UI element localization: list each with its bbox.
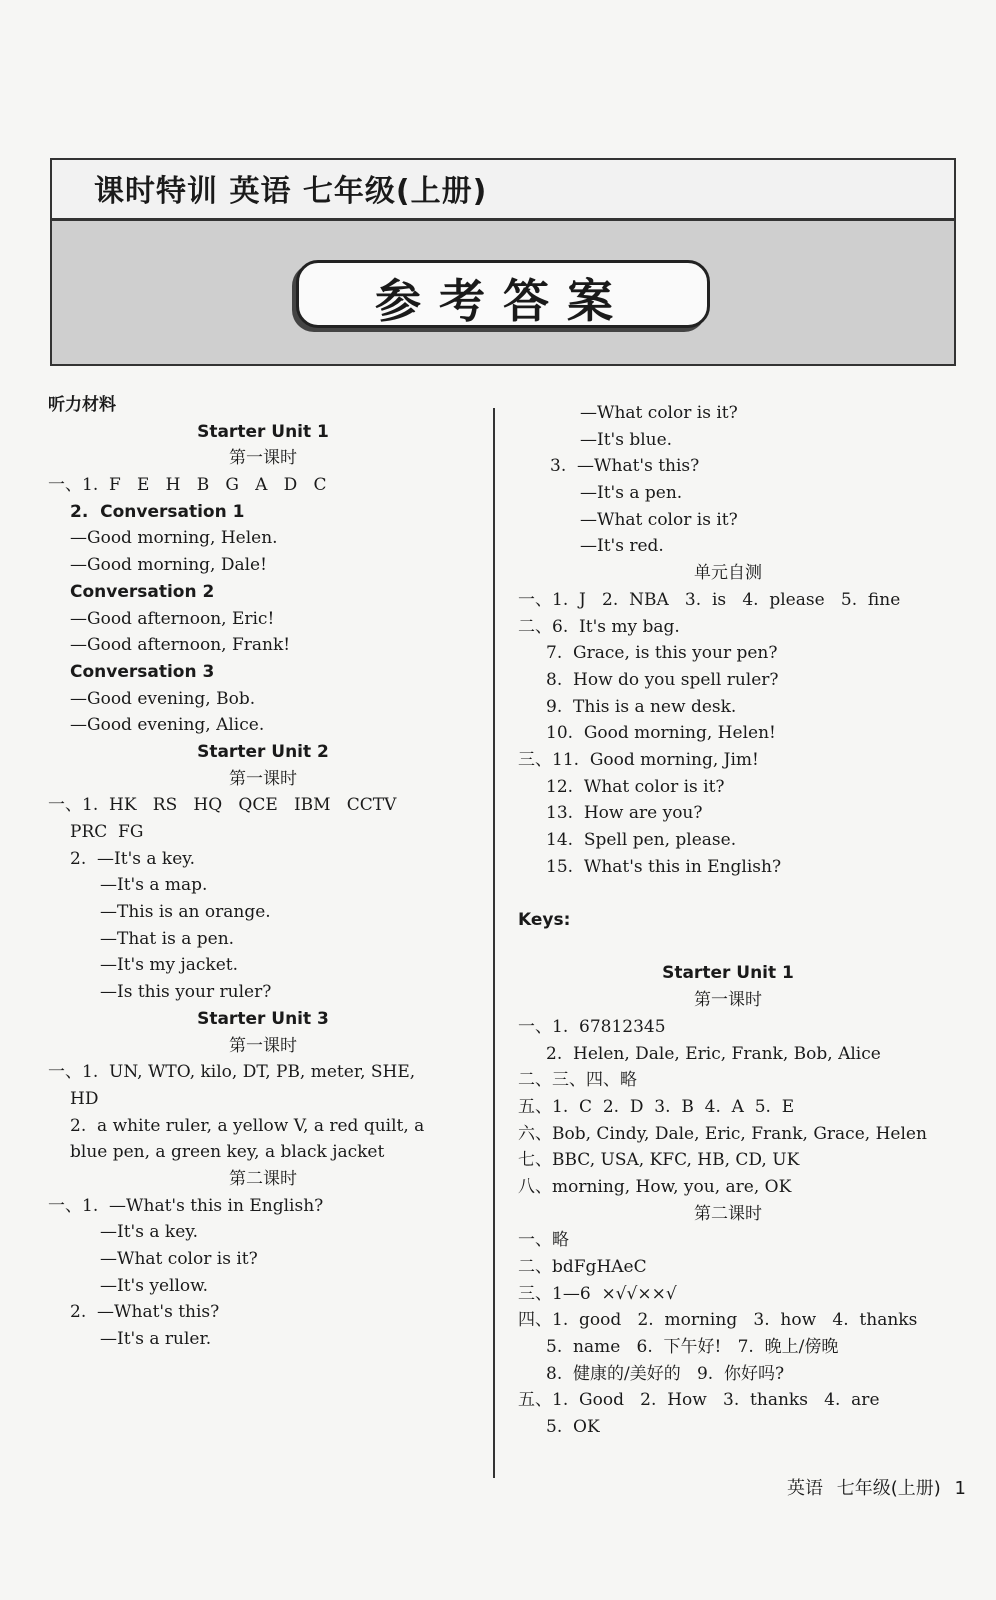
header-top-band bbox=[52, 160, 954, 221]
right-line: 五、1. C 2. D 3. B 4. A 5. E bbox=[518, 1096, 795, 1117]
left-line: 2. a white ruler, a yellow V, a red quilt, a bbox=[70, 1115, 425, 1136]
right-line: —What color is it? bbox=[580, 509, 738, 530]
right-line: 一、1. 67812345 bbox=[518, 1016, 666, 1037]
left-line: —Good evening, Bob. bbox=[70, 688, 256, 709]
right-line: 8. How do you spell ruler? bbox=[546, 669, 779, 690]
right-line: Keys: bbox=[518, 910, 571, 931]
right-line: 四、1. good 2. morning 3. how 4. thanks bbox=[518, 1310, 918, 1331]
left-line: 一、1. UN, WTO, kilo, DT, PB, meter, SHE, bbox=[48, 1062, 416, 1083]
left-line: —It's a key. bbox=[100, 1222, 198, 1243]
right-line: 二、三、四、略 bbox=[518, 1070, 637, 1091]
right-line: 二、bdFgHAeC bbox=[518, 1257, 647, 1277]
column-divider bbox=[493, 408, 495, 1478]
right-line bbox=[498, 934, 958, 961]
left-line: —This is an orange. bbox=[100, 902, 271, 923]
left-line: 2. Conversation 1 bbox=[70, 501, 245, 522]
footer-subject: 英语 bbox=[787, 1478, 824, 1499]
left-line: Conversation 3 bbox=[70, 661, 215, 682]
right-line: 二、6. It's my bag. bbox=[518, 616, 680, 637]
left-line: —It's my jacket. bbox=[100, 955, 239, 976]
left-line: —Good evening, Alice. bbox=[70, 715, 265, 736]
right-line: 3. —What's this? bbox=[550, 456, 700, 477]
left-line: 2. —What's this? bbox=[70, 1302, 220, 1323]
right-line: 7. Grace, is this your pen? bbox=[546, 643, 778, 664]
left-line: —Good afternoon, Eric! bbox=[70, 608, 275, 629]
right-line: 一、1. J 2. NBA 3. is 4. please 5. fine bbox=[518, 589, 901, 610]
right-line: 8. 健康的/美好的 9. 你好吗? bbox=[546, 1363, 785, 1384]
right-line: 9. This is a new desk. bbox=[546, 696, 737, 717]
right-line: —It's red. bbox=[580, 536, 664, 557]
left-line: —It's a map. bbox=[100, 875, 208, 896]
footer-grade: 七年级(上册) bbox=[836, 1478, 941, 1499]
left-line: Starter Unit 2 bbox=[197, 741, 329, 762]
left-line: 第一课时 bbox=[229, 448, 297, 469]
left-line: —What color is it? bbox=[100, 1249, 258, 1269]
right-line: 14. Spell pen, please. bbox=[546, 830, 737, 850]
answer-banner-text: 参考答案 bbox=[375, 274, 631, 328]
right-column bbox=[498, 400, 958, 1441]
left-line: Starter Unit 1 bbox=[197, 421, 329, 442]
right-line: 5. name 6. 下午好! 7. 晚上/傍晚 bbox=[546, 1337, 839, 1358]
right-line: 三、11. Good morning, Jim! bbox=[518, 749, 759, 770]
left-line: HD bbox=[70, 1088, 99, 1109]
left-line: 第一课时 bbox=[229, 768, 297, 789]
left-line: PRC FG bbox=[70, 822, 144, 842]
left-line: —Good morning, Helen. bbox=[70, 528, 278, 549]
right-line: 六、Bob, Cindy, Dale, Eric, Frank, Grace, Helen bbox=[518, 1123, 927, 1144]
right-line: 单元自测 bbox=[694, 563, 762, 584]
left-line: Conversation 2 bbox=[70, 581, 215, 602]
right-line: 15. What's this in English? bbox=[546, 856, 782, 877]
left-line: Starter Unit 3 bbox=[197, 1008, 329, 1029]
right-line: 七、BBC, USA, KFC, HB, CD, UK bbox=[518, 1150, 800, 1171]
left-line: —It's a ruler. bbox=[100, 1329, 212, 1350]
right-line: 5. OK bbox=[546, 1417, 600, 1438]
left-line: —Good afternoon, Frank! bbox=[70, 635, 291, 656]
right-line: 13. How are you? bbox=[546, 803, 703, 824]
left-line: 一、1. F E H B G A D C bbox=[48, 475, 327, 496]
answer-banner bbox=[296, 260, 710, 328]
left-line: —Good morning, Dale! bbox=[70, 555, 267, 576]
right-line: 10. Good morning, Helen! bbox=[546, 723, 776, 744]
right-line: Starter Unit 1 bbox=[662, 963, 794, 984]
left-line: 2. —It's a key. bbox=[70, 848, 196, 869]
left-line: —That is a pen. bbox=[100, 928, 235, 949]
left-line: 一、1. HK RS HQ QCE IBM CCTV bbox=[48, 795, 397, 816]
left-line: —Is this your ruler? bbox=[100, 982, 272, 1003]
right-line: 12. What color is it? bbox=[546, 776, 725, 797]
left-column bbox=[48, 392, 478, 1353]
left-line: 听力材料 bbox=[48, 395, 116, 415]
right-line: —It's a pen. bbox=[580, 483, 683, 504]
book-title: 课时特训 英语 七年级(上册) bbox=[94, 174, 488, 209]
left-line: 第二课时 bbox=[229, 1168, 297, 1189]
left-line: blue pen, a green key, a black jacket bbox=[70, 1142, 385, 1163]
right-line bbox=[498, 880, 958, 907]
right-line: —It's blue. bbox=[580, 429, 673, 450]
right-line: 2. Helen, Dale, Eric, Frank, Bob, Alice bbox=[546, 1043, 881, 1064]
right-line: 一、略 bbox=[518, 1230, 569, 1251]
left-line: —It's yellow. bbox=[100, 1275, 209, 1296]
right-line: 五、1. Good 2. How 3. thanks 4. are bbox=[518, 1390, 880, 1411]
right-line: 第一课时 bbox=[694, 990, 762, 1011]
left-line: 第一课时 bbox=[229, 1035, 297, 1056]
page-footer bbox=[779, 1474, 966, 1500]
right-line: 第二课时 bbox=[694, 1203, 762, 1224]
right-line: —What color is it? bbox=[580, 403, 738, 423]
left-line: 一、1. —What's this in English? bbox=[48, 1195, 324, 1216]
right-line: 三、1—6 ×√√××√ bbox=[518, 1283, 677, 1304]
right-line: 八、morning, How, you, are, OK bbox=[518, 1176, 792, 1197]
footer-page-number: 1 bbox=[954, 1478, 966, 1499]
header-box bbox=[50, 158, 956, 366]
